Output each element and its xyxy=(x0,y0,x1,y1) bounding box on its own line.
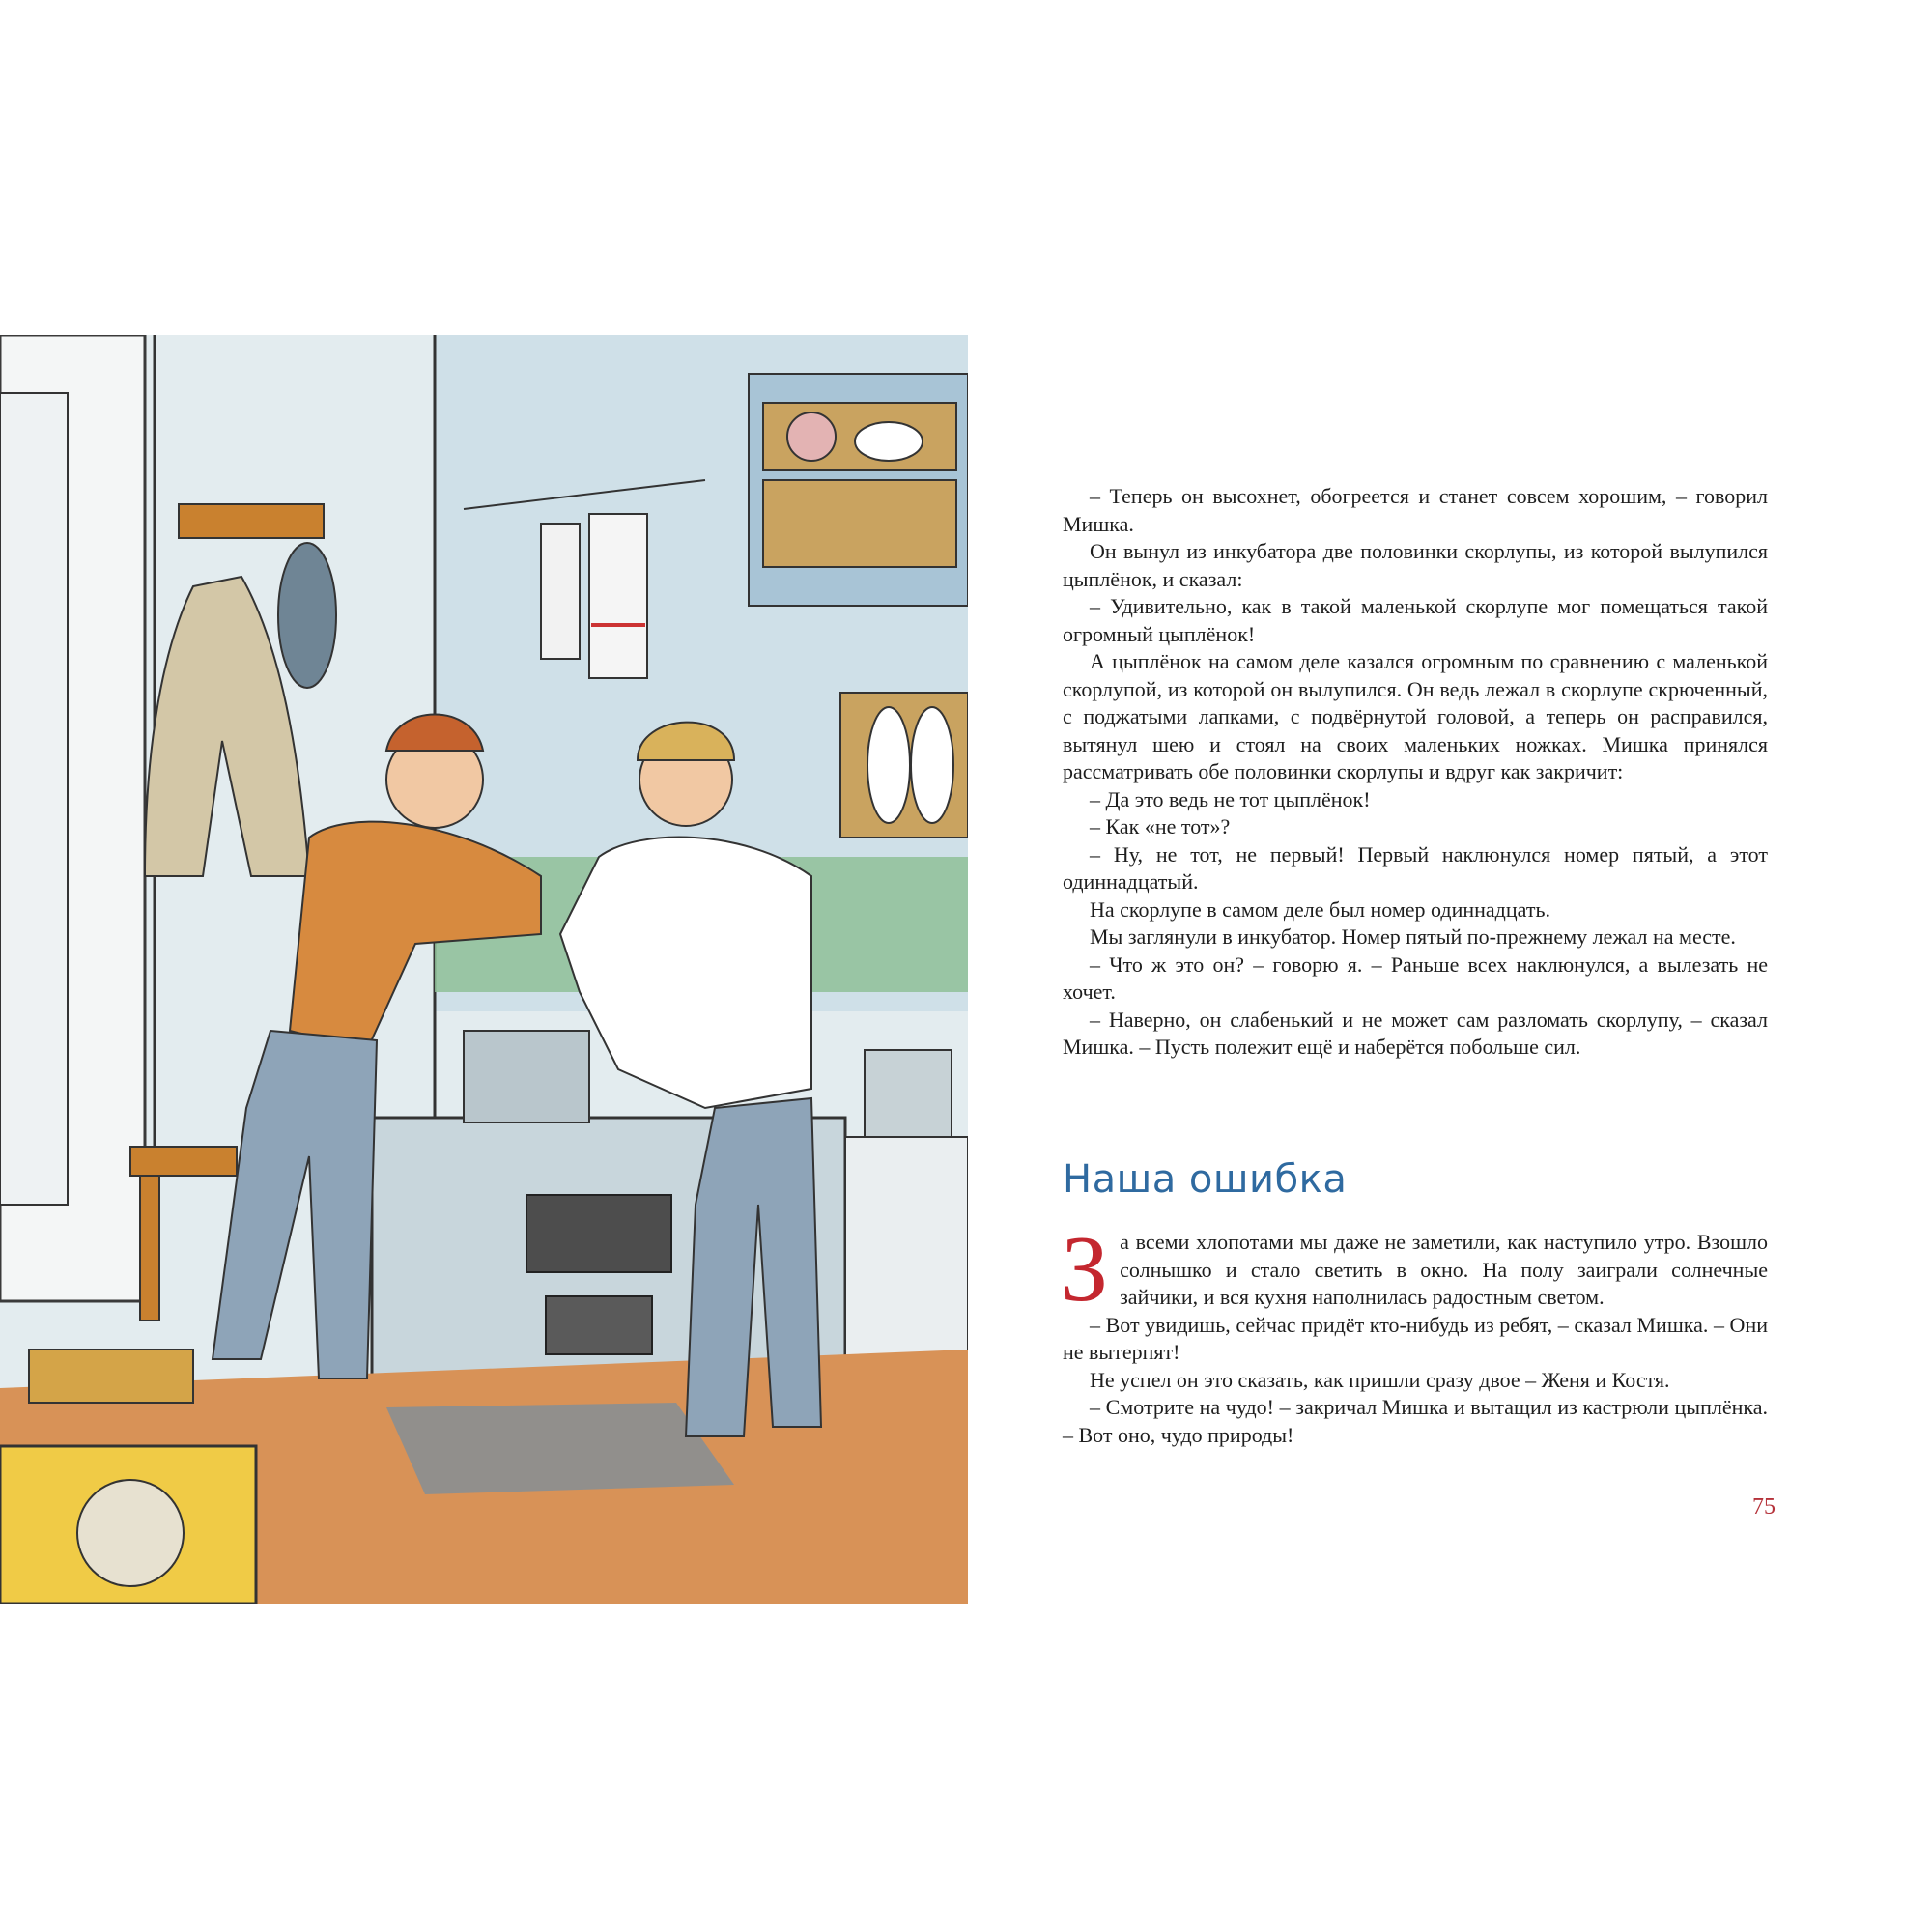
kitchen-illustration xyxy=(0,335,968,1604)
paragraph: Не успел он это сказать, как пришли сразу двое – Женя и Костя. xyxy=(1090,1367,1670,1392)
story-text xyxy=(1063,483,1768,1062)
paragraph: – Смотрите на чудо! – закричал Мишка и вытащил из кастрюли цыплёнка. – Вот оно, чудо природы! xyxy=(1063,1395,1768,1447)
section-heading: Наша ошибка xyxy=(1063,1157,1348,1202)
paragraph: Он вынул из инкубатора две половинки скорлупы, из которой вылупился цыплёнок, и сказал: xyxy=(1063,539,1768,591)
drop-cap: З xyxy=(1061,1217,1109,1321)
first-paragraph-text: а всеми хлопотами мы даже не заметили, как наступило утро. Взошло солнышко и стало светить в окно. На полу заиграли солнечные зайчики, и вся кухня наполнилась радостным светом. xyxy=(1120,1230,1768,1309)
section-text xyxy=(1061,1217,1768,1449)
paragraph: – Наверно, он слабенький и не может сам разломать скорлупу, – сказал Мишка. – Пусть полежит ещё и наберётся побольше сил. xyxy=(1063,1007,1768,1059)
paragraph: – Вот увидишь, сейчас придёт кто-нибудь из ребят, – сказал Мишка. – Они не вытерпят! xyxy=(1063,1312,1768,1364)
paragraph: Мы заглянули в инкубатор. Номер пятый по-прежнему лежал на месте. xyxy=(1090,924,1736,949)
paragraph: – Теперь он высохнет, обогреется и станет совсем хорошим, – говорил Мишка. xyxy=(1063,484,1768,536)
paragraph: На скорлупе в самом деле был номер одиннадцать. xyxy=(1090,896,1550,922)
paragraph: – Ну, не тот, не первый! Первый наклюнулся номер пятый, а этот одиннадцатый. xyxy=(1063,841,1768,894)
paragraph: – Что ж это он? – говорю я. – Раньше всех наклюнулся, а вылезать не хочет. xyxy=(1063,952,1768,1004)
paragraph: А цыплёнок на самом деле казался огромным по сравнению с маленькой скорлупой, из которой он вылупился. Он ведь лежал в скорлупе скрюченный, с поджатыми лапками, с подвёрнутой головой, а теперь он расправился, вытянул шею и стоял на своих маленьких ножках. Мишка принялся рассматривать обе половинки скорлупы и вдруг как закричит: xyxy=(1063,649,1768,783)
paragraph: – Как «не тот»? xyxy=(1090,814,1231,838)
first-paragraph xyxy=(1061,1217,1768,1321)
paragraph: – Удивительно, как в такой маленькой скорлупе мог помещаться такой огромный цыплёнок! xyxy=(1063,594,1768,646)
page-number: 75 xyxy=(1752,1494,1776,1520)
paragraph: – Да это ведь не тот цыплёнок! xyxy=(1090,786,1371,811)
